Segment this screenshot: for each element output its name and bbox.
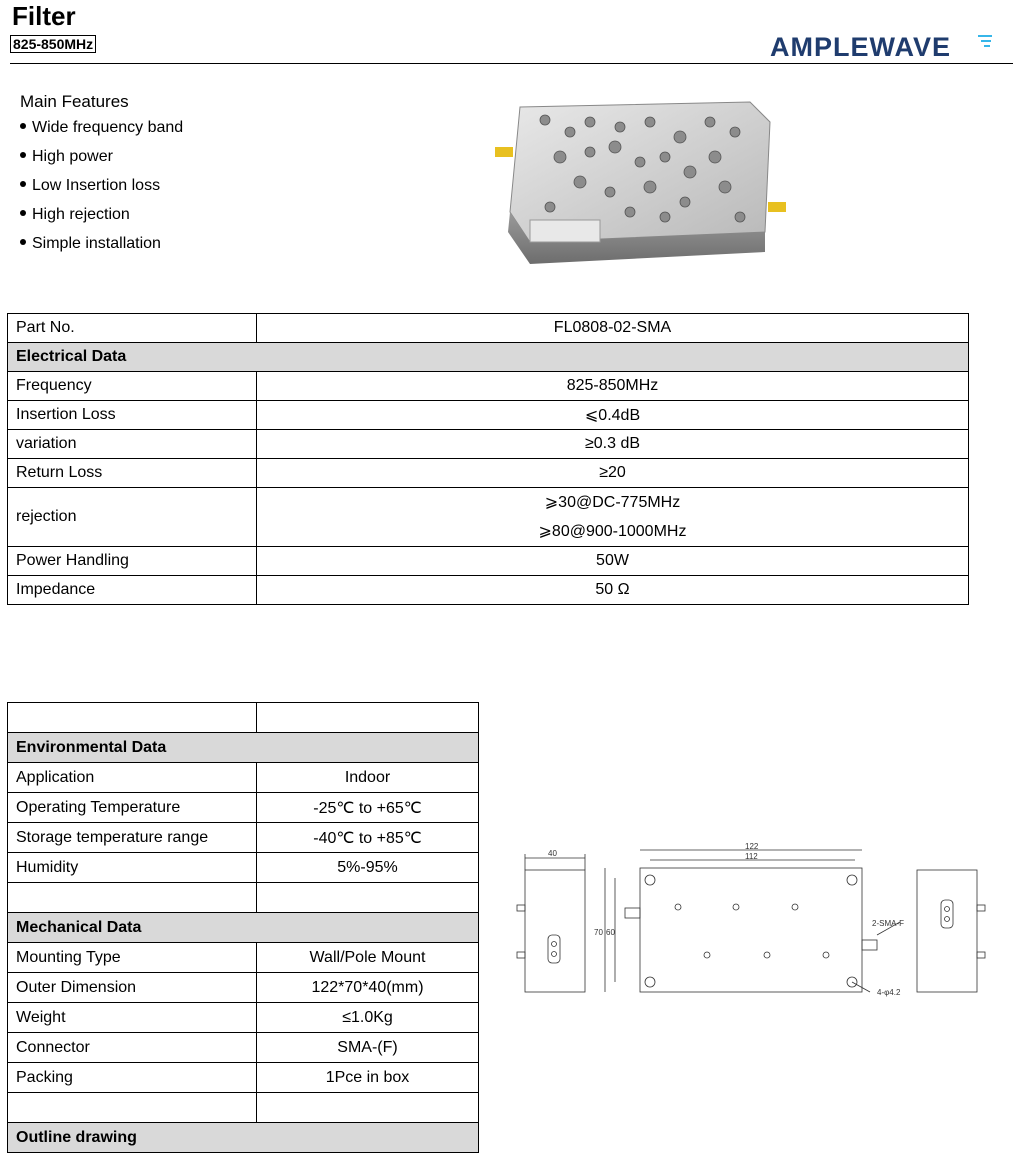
row-value: 825-850MHz [257, 372, 969, 401]
empty-cell [257, 883, 479, 913]
dim-70: 70 [594, 928, 603, 937]
dim-112: 112 [745, 852, 758, 861]
row-label: Return Loss [8, 459, 257, 488]
rejection-value: ⩾80@900-1000MHz [538, 523, 687, 540]
row-value: ≥0.3 dB [257, 430, 969, 459]
feature-item: High power [20, 148, 113, 166]
row-value: Indoor [257, 763, 479, 793]
table-row [8, 1003, 479, 1033]
header-divider [10, 63, 1013, 64]
table-row [8, 1093, 479, 1123]
part-number-label: Part No. [8, 314, 257, 343]
section-header-row [8, 1123, 479, 1153]
empty-cell [257, 1093, 479, 1123]
feature-item: Simple installation [20, 235, 161, 253]
row-label: Power Handling [8, 547, 257, 576]
row-label: Insertion Loss [8, 401, 257, 430]
row-value: SMA-(F) [257, 1033, 479, 1063]
table-row [8, 488, 969, 547]
table-row [8, 1033, 479, 1063]
row-value: 50W [257, 547, 969, 576]
row-label: Outer Dimension [8, 973, 257, 1003]
dim-122: 122 [745, 842, 759, 851]
row-value: 122*70*40(mm) [257, 973, 479, 1003]
row-label: Storage temperature range [8, 823, 257, 853]
section-header-row [8, 913, 479, 943]
table-row [8, 430, 969, 459]
table-row [8, 823, 479, 853]
row-value: 5%-95% [257, 853, 479, 883]
feature-item: Wide frequency band [20, 119, 183, 137]
product-photo [490, 92, 790, 274]
feature-item: High rejection [20, 206, 130, 224]
row-label: variation [8, 430, 257, 459]
rejection-values [257, 488, 969, 547]
table-row [8, 793, 479, 823]
row-label: Frequency [8, 372, 257, 401]
table-row [8, 943, 479, 973]
table-row [8, 763, 479, 793]
empty-cell [8, 703, 257, 733]
row-value: ≥20 [257, 459, 969, 488]
page-title: Filter [12, 1, 76, 31]
table-row [8, 459, 969, 488]
environmental-section-title: Environmental Data [8, 733, 479, 763]
row-label: rejection [8, 488, 257, 547]
table-row [8, 372, 969, 401]
mechanical-section-title: Mechanical Data [8, 913, 479, 943]
row-value: Wall/Pole Mount [257, 943, 479, 973]
row-value: ≤1.0Kg [257, 1003, 479, 1033]
environmental-mechanical-table [7, 702, 479, 1153]
row-label: Application [8, 763, 257, 793]
row-value: -40℃ to +85℃ [257, 823, 479, 853]
row-value: 50 Ω [257, 576, 969, 605]
rejection-value: ⩾30@DC-775MHz [544, 494, 681, 511]
section-header-row [8, 343, 969, 372]
table-row [8, 853, 479, 883]
row-label: Impedance [8, 576, 257, 605]
empty-cell [257, 703, 479, 733]
table-row [8, 314, 969, 343]
outline-drawing [510, 840, 1010, 1005]
part-number-value: FL0808-02-SMA [257, 314, 969, 343]
table-row [8, 883, 479, 913]
table-row [8, 703, 479, 733]
brand-wordmark: AMPLEWAVE [770, 32, 952, 62]
electrical-table [7, 313, 969, 605]
row-value: -25℃ to +65℃ [257, 793, 479, 823]
row-value: ⩽0.4dB [257, 401, 969, 430]
table-row [8, 1063, 479, 1093]
row-label: Packing [8, 1063, 257, 1093]
electrical-section-title: Electrical Data [8, 343, 969, 372]
outline-section-title: Outline drawing [8, 1123, 479, 1153]
dim-60: 60 [606, 928, 615, 937]
row-value: 1Pce in box [257, 1063, 479, 1093]
table-row [8, 576, 969, 605]
features-heading: Main Features [20, 92, 129, 111]
row-label: Humidity [8, 853, 257, 883]
row-label: Operating Temperature [8, 793, 257, 823]
brand-logo [770, 30, 1000, 62]
table-row [8, 401, 969, 430]
frequency-subtitle: 825-850MHz [10, 35, 96, 53]
connector-note: 2-SMA-F [872, 919, 904, 928]
table-row [8, 547, 969, 576]
row-label: Mounting Type [8, 943, 257, 973]
holes-note: 4-φ4.2 [877, 988, 901, 997]
row-label: Weight [8, 1003, 257, 1033]
empty-cell [8, 1093, 257, 1123]
section-header-row [8, 733, 479, 763]
table-row [8, 973, 479, 1003]
empty-cell [8, 883, 257, 913]
dim-40: 40 [548, 849, 557, 858]
feature-item: Low Insertion loss [20, 177, 160, 195]
row-label: Connector [8, 1033, 257, 1063]
